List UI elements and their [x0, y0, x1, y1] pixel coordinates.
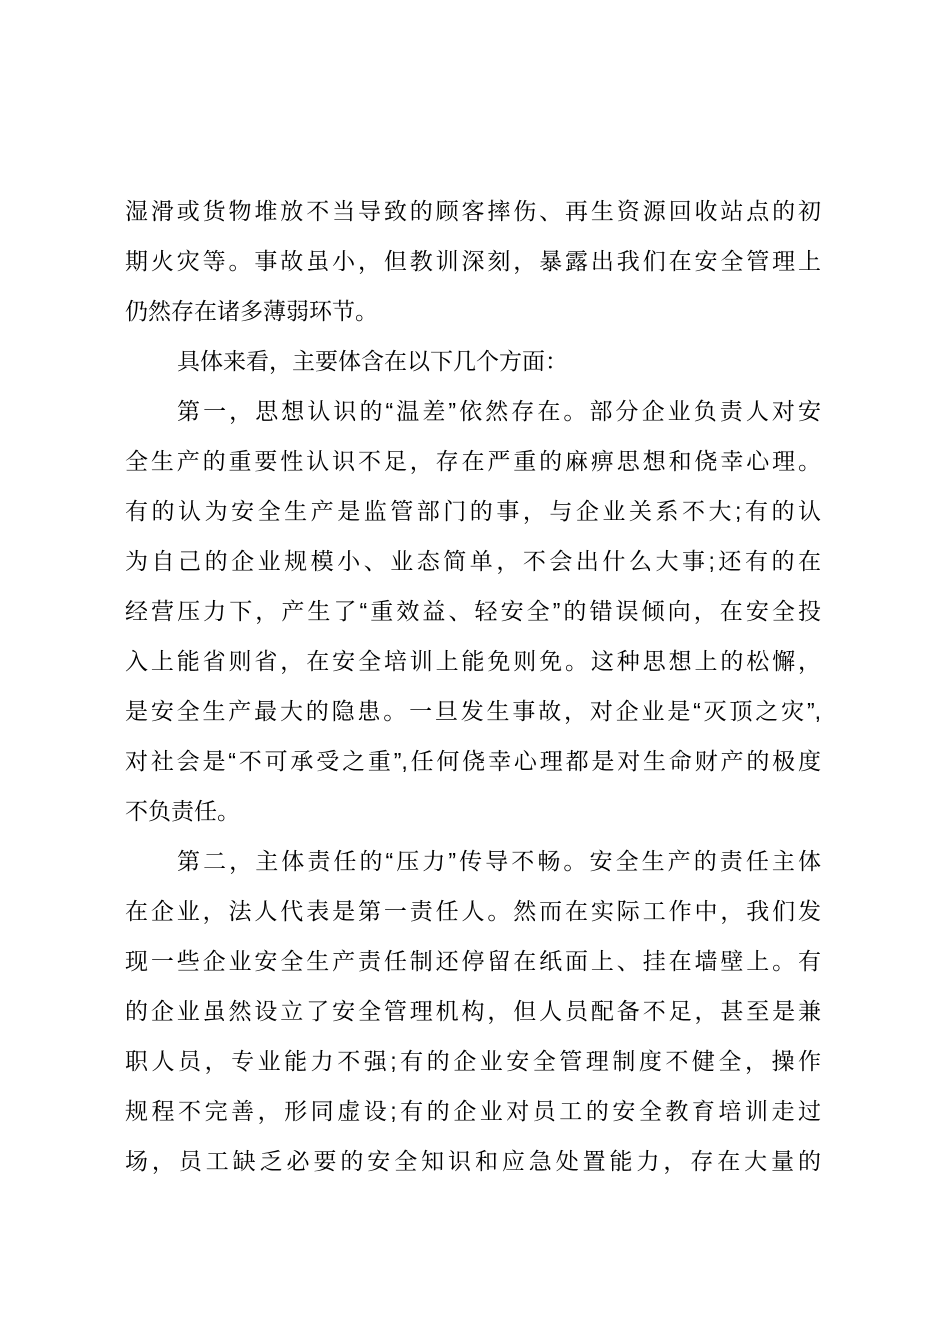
text-line: 期火灾等。事故虽小，但教训深刻，暴露出我们在安全管理上 — [125, 248, 821, 274]
text-line: 有的认为安全生产是监管部门的事，与企业关系不大;有的认 — [125, 498, 821, 524]
text-line: 的企业虽然设立了安全管理机构，但人员配备不足，甚至是兼 — [125, 998, 821, 1024]
text-line: 经营压力下，产生了“重效益、轻安全”的错误倾向，在安全投 — [125, 598, 821, 624]
text-line: 入上能省则省，在安全培训上能免则免。这种思想上的松懈， — [125, 648, 821, 674]
text-line: 具体来看，主要体含在以下几个方面： — [177, 348, 568, 374]
text-line: 是安全生产最大的隐患。一旦发生事故，对企业是“灭顶之灾”, — [125, 698, 821, 724]
text-line: 仍然存在诸多薄弱环节。 — [125, 298, 378, 324]
text-line: 第一，思想认识的“温差”依然存在。部分企业负责人对安 — [177, 398, 821, 424]
text-line: 现一些企业安全生产责任制还停留在纸面上、挂在墙壁上。有 — [125, 948, 821, 974]
text-line: 全生产的重要性认识不足，存在严重的麻痹思想和侥幸心理。 — [125, 448, 821, 474]
text-line: 职人员，专业能力不强;有的企业安全管理制度不健全，操作 — [125, 1048, 821, 1074]
text-line: 不负责任。 — [125, 798, 240, 824]
text-line: 场，员工缺乏必要的安全知识和应急处置能力，存在大量的 — [125, 1148, 821, 1174]
text-line: 为自己的企业规模小、业态简单，不会出什么大事;还有的在 — [125, 548, 821, 574]
text-line: 第二，主体责任的“压力”传导不畅。安全生产的责任主体 — [177, 848, 821, 874]
text-line: 对社会是“不可承受之重”,任何侥幸心理都是对生命财产的极度 — [125, 748, 821, 774]
text-line: 规程不完善，形同虚设;有的企业对员工的安全教育培训走过 — [125, 1098, 821, 1124]
text-line: 湿滑或货物堆放不当导致的顾客摔伤、再生资源回收站点的初 — [125, 198, 821, 224]
document-text-block — [125, 186, 821, 1186]
text-line: 在企业，法人代表是第一责任人。然而在实际工作中，我们发 — [125, 898, 821, 924]
